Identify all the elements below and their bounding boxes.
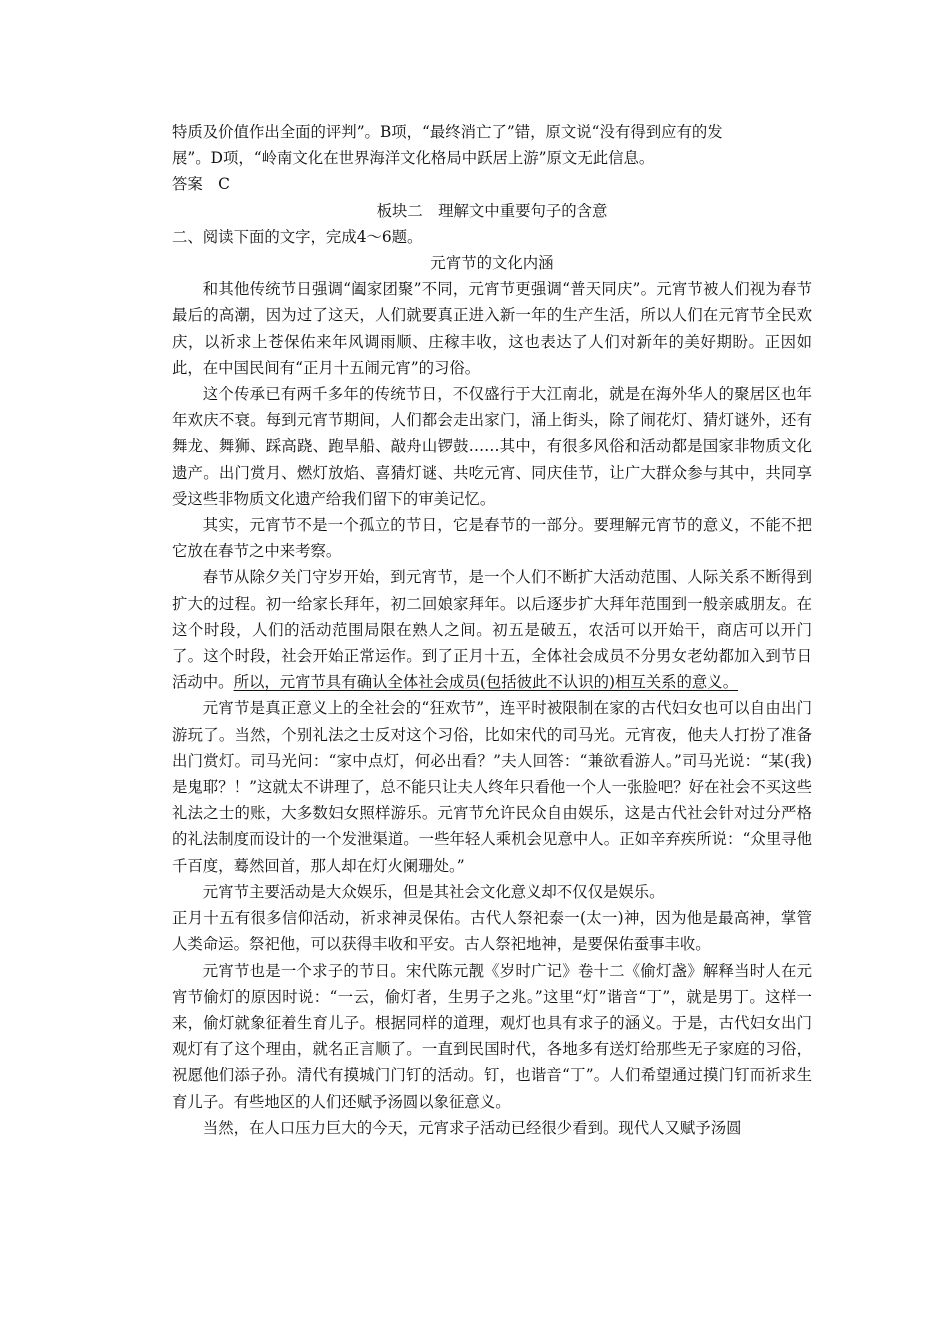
document-page [172, 119, 812, 1141]
explanation-line-1: 特质及价值作出全面的评判”。B项，“最终消亡了”错，原文说“没有得到应有的发 [172, 123, 723, 141]
paragraph-5: 元宵节是真正意义上的全社会的“狂欢节”，连平时被限制在家的古代妇女也可以自由出门游玩了。当然，个别礼法之士反对这个习俗，比如宋代的司马光。元宵夜，他夫人打扮了准备出门赏灯。司马光问：“家中点灯，何必出看？”夫人回答：“兼欲看游人。”司马光说：“某(我)是鬼耶？！”这就太不讲理了，总不能只让夫人终年只看他一个人一张脸吧？好在社会不买这些礼法之士的账，大多数妇女照样游乐。元宵节允许民众自由娱乐，这是古代社会针对过分严格的礼法制度而设计的一个发泄渠道。一些年轻人乘机会见意中人。正如辛弃疾所说：“众里寻他千百度，蓦然回首，那人却在灯火阑珊处。” [172, 699, 812, 875]
paragraph-8: 当然，在人口压力巨大的今天，元宵求子活动已经很少看到。现代人又赋予汤圆 [202, 1118, 742, 1137]
answer-line: 答案 C [172, 175, 230, 194]
article-title: 元宵节的文化内涵 [430, 254, 554, 273]
question-instruction: 二、阅读下面的文字，完成4～6题。 [172, 227, 423, 246]
previous-answer-explanation [172, 119, 812, 171]
underlined-key-sentence: 所以，元宵节具有确认全体社会成员(包括彼此不认识的)相互关系的意义。 [233, 673, 739, 692]
paragraph-7: 元宵节也是一个求子的节日。宋代陈元靓《岁时广记》卷十二《偷灯盏》解释当时人在元宵节偷灯的原因时说：“一云，偷灯者，生男子之兆。”这里“灯”谐音“丁”，就是男丁。这样一来，偷灯就象征着生育儿子。根据同样的道理，观灯也具有求子的涵义。于是，古代妇女出门观灯有了这个理由，就名正言顺了。一直到民国时代，各地多有送灯给那些无子家庭的习俗，祝愿他们添子孙。清代有摸城门门钉的活动。钉，也谐音“丁”。人们希望通过摸门钉而祈求生育儿子。有些地区的人们还赋予汤圆以象征意义。 [172, 961, 812, 1111]
paragraph-3: 其实，元宵节不是一个孤立的节日，它是春节的一部分。要理解元宵节的意义，不能不把它放在春节之中来考察。 [172, 516, 812, 561]
paragraph-6-lead: 元宵节主要活动是大众娱乐，但是其社会文化意义却不仅仅是娱乐。 [202, 882, 665, 901]
paragraph-4 [172, 564, 812, 695]
paragraph-6-body: 正月十五有很多信仰活动，祈求神灵保佑。古代人祭祀泰一(太一)神，因为他是最高神，掌管人类命运。祭祀他，可以获得丰收和平安。古人祭祀地神，是要保佑蚕事丰收。 [172, 909, 812, 954]
paragraph-4-text: 春节从除夕关门守岁开始，到元宵节，是一个人们不断扩大活动范围、人际关系不断得到扩大的过程。初一给家长拜年，初二回娘家拜年。以后逐步扩大拜年范围到一般亲戚朋友。在这个时段，人们的活动范围局限在熟人之间。初五是破五，农活可以开始干，商店可以开门了。这个时段，社会开始正常运作。到了正月十五，全体社会成员不分男女老幼都加入到节日活动中。 [172, 568, 812, 692]
paragraph-1: 和其他传统节日强调“阖家团聚”不同，元宵节更强调“普天同庆”。元宵节被人们视为春节最后的高潮，因为过了这天，人们就要真正进入新一年的生产生活，所以人们在元宵节全民欢庆，以祈求上苍保佑来年风调雨顺、庄稼丰收，这也表达了人们对新年的美好期盼。正因如此，在中国民间有“正月十五闹元宵”的习俗。 [172, 280, 812, 377]
section-title: 板块二 理解文中重要句子的含意 [376, 201, 608, 220]
paragraph-2: 这个传承已有两千多年的传统节日，不仅盛行于大江南北，就是在海外华人的聚居区也年年欢庆不衰。每到元宵节期间，人们都会走出家门，涌上街头，除了闹花灯、猜灯谜外，还有舞龙、舞狮、踩高跷、跑旱船、敲舟山锣鼓……其中，有很多风俗和活动都是国家非物质文化遗产。出门赏月、燃灯放焰、喜猜灯谜、共吃元宵、同庆佳节，让广大群众参与其中，共同享受这些非物质文化遗产给我们留下的审美记忆。 [172, 385, 812, 508]
explanation-line-2: 展”。D项，“岭南文化在世界海洋文化格局中跃居上游”原文无此信息。 [172, 149, 655, 168]
